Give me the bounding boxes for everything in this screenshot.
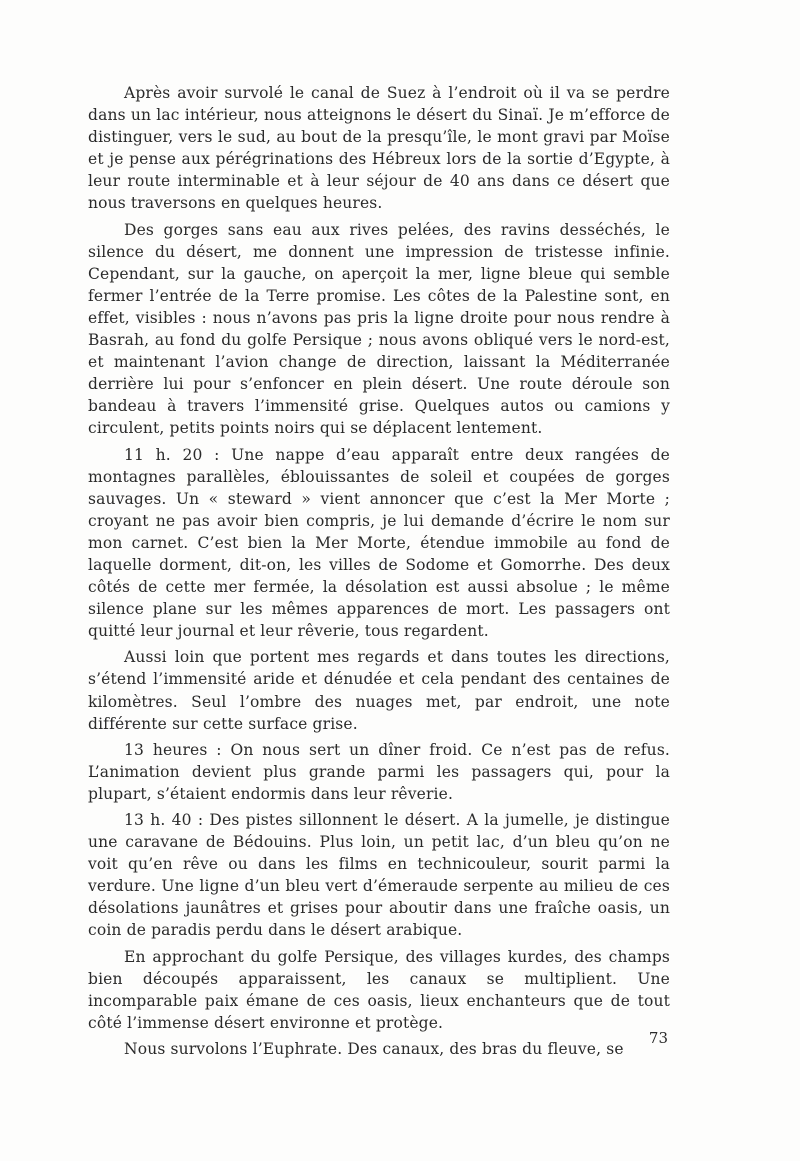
paragraph-2: Des gorges sans eau aux rives pelées, des ravins desséchés, le silence du désert, me donnent une impression de tristesse infinie. Cependant, sur la gauche, on aperçoit la mer, ligne bleue qui semble fermer l’entrée de la Terre promise. Les côtes de la Palestine sont, en effet, visibles : nous n’avons pas pris la ligne droite pour nous rendre à Basrah, au fond du golfe Persique ; nous avons obliqué vers le nord-est, et maintenant l’avion change de direction, laissant la Méditerranée derrière lui pour s’enfoncer en plein désert. Une route déroule son bandeau à travers l’immensité grise. Quelques autos ou camions y circulent, petits points noirs qui se déplacent lentement.: [88, 220, 670, 438]
paragraph-3: 11 h. 20 : Une nappe d’eau apparaît entre deux rangées de montagnes parallèles, éblouissantes de soleil et coupées de gorges sauvages. Un « steward » vient annoncer que c’est la Mer Morte ; croyant ne pas avoir bien compris, je lui demande d’écrire le nom sur mon carnet. C’est bien la Mer Morte, étendue immobile au fond de laquelle dorment, dit-on, les villes de Sodome et Gomorrhe. Des deux côtés de cette mer fermée, la désolation est aussi absolue ; le même silence plane sur les mêmes apparences de mort. Les passagers ont quitté leur journal et leur rêverie, tous regardent.: [88, 445, 670, 641]
paragraph-6: 13 h. 40 : Des pistes sillonnent le désert. A la jumelle, je distingue une caravane de Bédouins. Plus loin, un petit lac, d’un bleu qu’on ne voit qu’en rêve ou dans les films en technicouleur, sourit parmi la verdure. Une ligne d’un bleu vert d’émeraude serpente au milieu de ces désolations jaunâtres et grises pour aboutir dans une fraîche oasis, un coin de paradis perdu dans le désert arabique.: [88, 811, 670, 940]
paragraph-5: 13 heures : On nous sert un dîner froid. Ce n’est pas de refus. L’animation devient plus grande parmi les passagers qui, pour la plupart, s’étaient endormis dans leur rêverie.: [88, 740, 670, 803]
body-text: [88, 82, 670, 1064]
paragraph-1: Après avoir survolé le canal de Suez à l’endroit où il va se perdre dans un lac intérieur, nous atteignons le désert du Sinaï. Je m’efforce de distinguer, vers le sud, au bout de la presqu’île, le mont gravi par Moïse et je pense aux pérégrinations des Hébreux lors de la sortie d’Egypte, à leur route interminable et à leur séjour de 40 ans dans ce désert que nous traversons en quelques heures.: [88, 84, 670, 213]
paragraph-8: Nous survolons l’Euphrate. Des canaux, des bras du fleuve, se: [124, 1039, 624, 1058]
paragraph-7: En approchant du golfe Persique, des villages kurdes, des champs bien découpés apparaissent, les canaux se multiplient. Une incomparable paix émane de ces oasis, lieux enchanteurs que de tout côté l’immense désert environne et protège.: [88, 947, 670, 1032]
page-number: 73: [648, 1029, 668, 1047]
paragraph-4: Aussi loin que portent mes regards et dans toutes les directions, s’étend l’immensité aride et dénudée et cela pendant des centaines de kilomètres. Seul l’ombre des nuages met, par endroit, une note différente sur cette surface grise.: [88, 648, 670, 733]
